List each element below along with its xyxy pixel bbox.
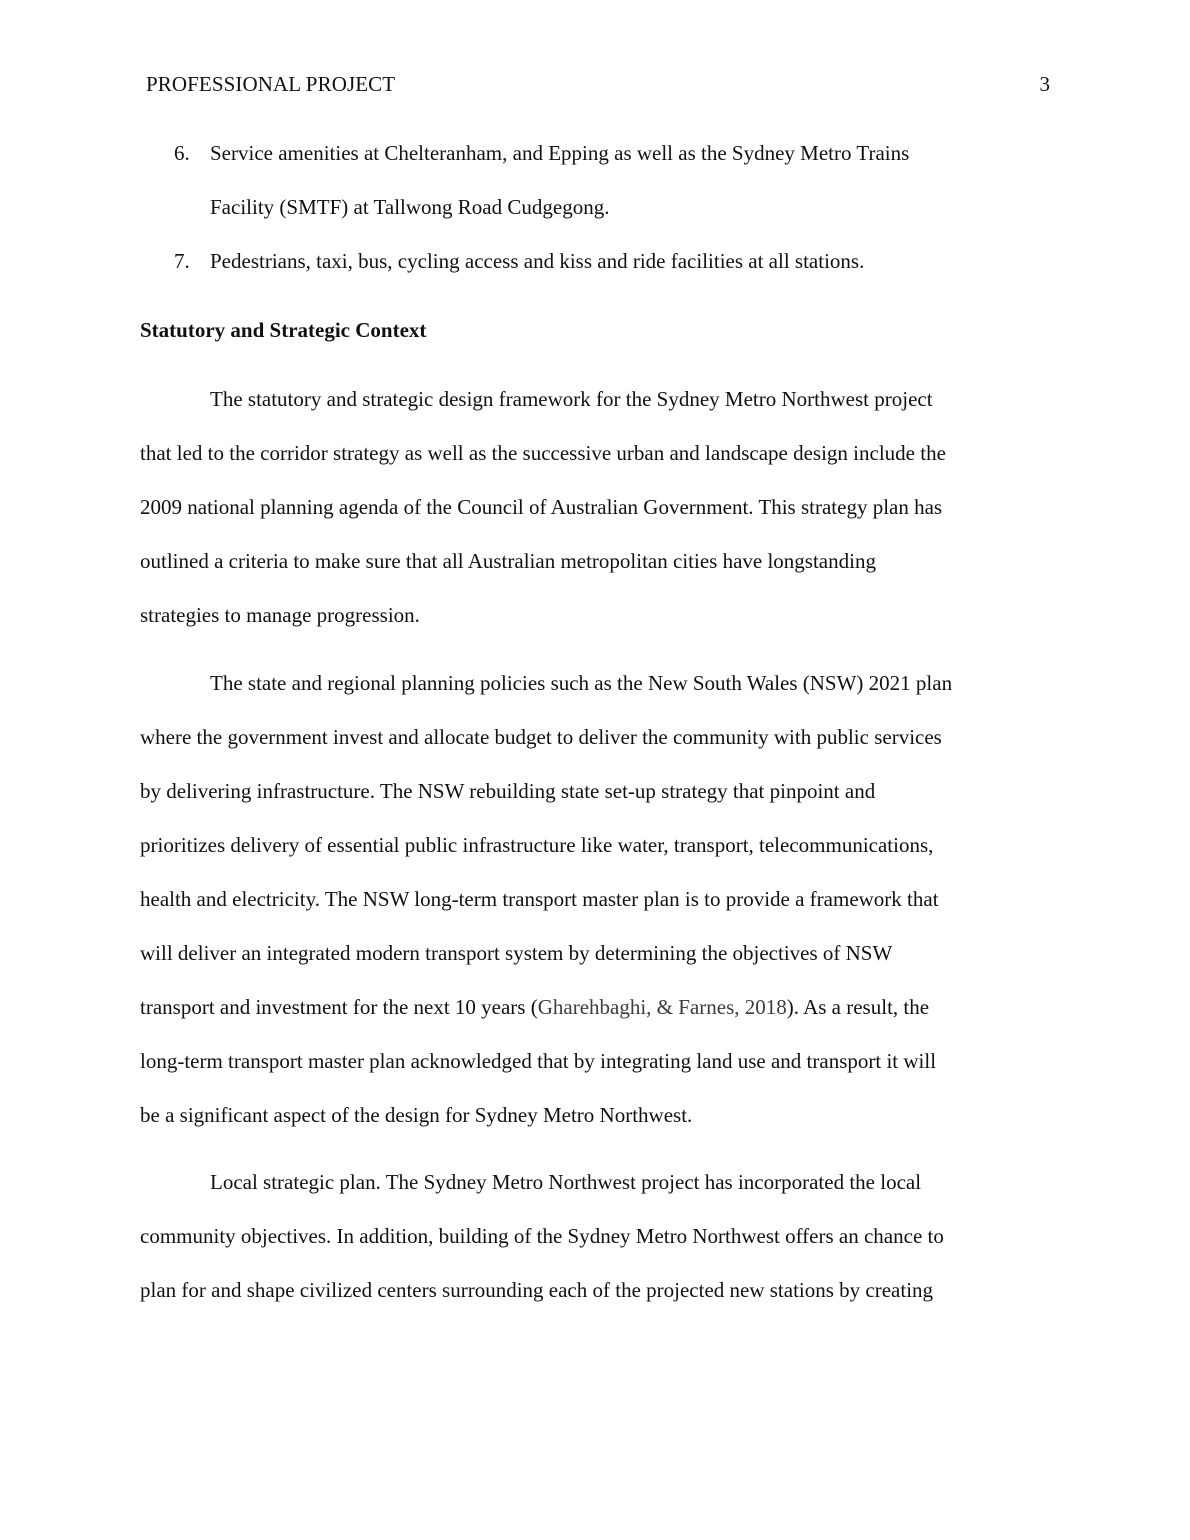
page-number: 3: [1039, 72, 1050, 96]
running-head: PROFESSIONAL PROJECT: [146, 72, 396, 96]
list-item-line: Facility (SMTF) at Tallwong Road Cudgegong.: [210, 195, 610, 219]
numbered-list: [140, 126, 1050, 288]
paragraph-line: 2009 national planning agenda of the Council of Australian Government. This strategy plan has: [140, 495, 943, 519]
paragraph-state-regional-policies: [140, 656, 1050, 1142]
citation: Gharehbaghi, & Farnes, 2018: [537, 995, 787, 1019]
paragraph-line: will deliver an integrated modern transport system by determining the objectives of NSW: [140, 941, 893, 965]
paragraph-line: long-term transport master plan acknowledged that by integrating land use and transport it will: [140, 1049, 937, 1073]
paragraph-line: Local strategic plan. The Sydney Metro Northwest project has incorporated the local: [210, 1170, 922, 1194]
paragraph-line: that led to the corridor strategy as well as the successive urban and landscape design include the: [140, 441, 946, 465]
section-heading: Statutory and Strategic Context: [140, 318, 427, 342]
list-item-number: 6.: [174, 141, 190, 165]
list-item-6: [140, 126, 1050, 234]
paragraph-line: strategies to manage progression.: [140, 603, 420, 627]
citation-suffix: ). As a result, the: [786, 995, 930, 1019]
paragraph-line: outlined a criteria to make sure that all Australian metropolitan cities have longstanding: [140, 549, 876, 573]
paragraph-line-with-citation: [140, 980, 1050, 1034]
paragraph-line: health and electricity. The NSW long-term transport master plan is to provide a framework that: [140, 887, 939, 911]
list-item-line: Pedestrians, taxi, bus, cycling access and kiss and ride facilities at all stations.: [210, 249, 865, 273]
list-item-7: [140, 234, 1050, 288]
paragraph-statutory-framework: [140, 372, 1050, 642]
paragraph-line: The state and regional planning policies such as the New South Wales (NSW) 2021 plan: [210, 671, 953, 695]
paragraph-line: be a significant aspect of the design for Sydney Metro Northwest.: [140, 1103, 693, 1127]
list-item-line: Service amenities at Chelteranham, and Epping as well as the Sydney Metro Trains: [210, 141, 910, 165]
paragraph-line: by delivering infrastructure. The NSW rebuilding state set-up strategy that pinpoint and: [140, 779, 876, 803]
paragraph-line: The statutory and strategic design framework for the Sydney Metro Northwest project: [210, 387, 933, 411]
citation-prefix: transport and investment for the next 10 years (: [140, 995, 538, 1019]
paragraph-local-strategic-plan: [140, 1155, 1050, 1317]
paragraph-line: where the government invest and allocate budget to deliver the community with public services: [140, 725, 942, 749]
paragraph-line: community objectives. In addition, building of the Sydney Metro Northwest offers an chance to: [140, 1224, 944, 1248]
paragraph-line: prioritizes delivery of essential public infrastructure like water, transport, telecommunications,: [140, 833, 934, 857]
list-item-number: 7.: [174, 249, 190, 273]
paragraph-line: plan for and shape civilized centers surrounding each of the projected new stations by creating: [140, 1278, 934, 1302]
